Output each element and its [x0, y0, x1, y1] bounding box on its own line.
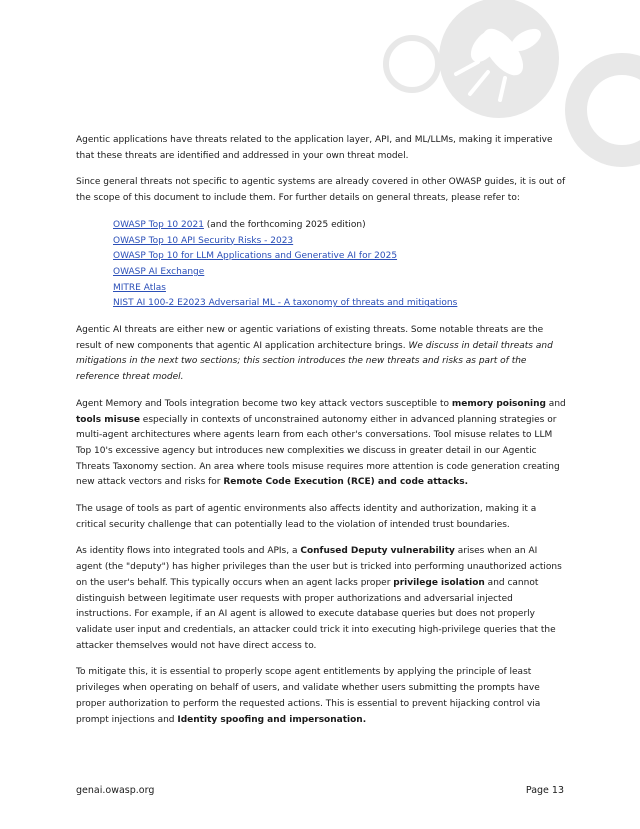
paragraph-confused-deputy	[76, 544, 566, 654]
bold-term: Remote Code Execution (RCE) and code attacks.	[223, 477, 469, 488]
reference-item	[113, 265, 566, 281]
reference-link[interactable]: OWASP Top 10 for LLM Applications and Generative AI for 2025	[113, 251, 398, 262]
text-span: and	[545, 398, 566, 409]
reference-item	[113, 281, 566, 297]
reference-item	[113, 234, 566, 250]
paragraph-identity: The usage of tools as part of agentic environments also affects identity and authorization, making it a critical security challenge that can potentially lead to the violation of intended trust boundaries.	[76, 504, 537, 530]
text-span: and cannot distinguish between legitimate user requests with proper authorizations and adversarial injected instructions. For example, if an AI agent is allowed to execute database queries but does not properly validate user input and credentials, an attacker could trick it into executing high-privilege queries that the attacker themselves would not have direct access to.	[76, 577, 556, 651]
text-span: Agentic AI threats are either new or agentic variations of existing threats. Some notable threats are the result of new components that agentic AI application architecture brings.	[76, 325, 544, 351]
bold-term: memory poisoning	[451, 398, 546, 409]
reference-link[interactable]: NIST AI 100-2 E2023 Adversarial ML - A taxonomy of threats and mitigations	[113, 298, 458, 309]
reference-link[interactable]: OWASP AI Exchange	[113, 266, 205, 277]
text-span: arises when an AI agent (the "deputy") has higher privileges than the user but is tricked into performing unauthorized actions on the user's behalf. This typically occurs when an agent lacks proper	[76, 546, 562, 588]
text-span: To mitigate this, it is essential to properly scope agent entitlements by applying the principle of least privileges when operating on behalf of users, and validate whether users submitting the prompts have proper authorization to perform the requested actions. This is essential to prevent hijacking control via prompt injections and	[76, 667, 541, 725]
reference-link[interactable]: OWASP Top 10 API Security Risks - 2023	[113, 235, 294, 246]
reference-item	[113, 249, 566, 265]
paragraph-scope: Since general threats not specific to agentic systems are already covered in other OWASP guides, it is out of the scope of this document to include them. For further details on general threats, please refer to:	[76, 177, 566, 204]
bold-term: Confused Deputy vulnerability	[300, 546, 455, 557]
reference-item	[113, 296, 566, 312]
italic-note: We discuss in detail threats and mitigations in the next two sections; this section introduces the new threats and risks as part of the reference threat model.	[76, 340, 553, 383]
text-span: Agent Memory and Tools integration become two key attack vectors susceptible to	[76, 398, 452, 409]
reference-link[interactable]: OWASP Top 10 2021	[113, 219, 204, 230]
paragraph-mitigation	[76, 665, 566, 728]
paragraph-memory-tools	[76, 397, 566, 491]
reference-item	[113, 218, 566, 234]
bold-term: privilege isolation	[393, 577, 485, 588]
bold-term: Identity spoofing and impersonation.	[177, 714, 367, 725]
text-span: As identity flows into integrated tools and APIs, a	[76, 546, 301, 557]
page-body	[76, 133, 566, 739]
paragraph-agentic-threats	[76, 323, 566, 386]
footer-site-url[interactable]: genai.owasp.org	[76, 785, 155, 796]
reference-note: (and the forthcoming 2025 edition)	[203, 219, 366, 230]
paragraph-intro: Agentic applications have threats related to the application layer, API, and ML/LLMs, making it imperative that these threats are identified and addressed in your own threat model.	[76, 135, 553, 161]
footer-page-number: Page 13	[525, 785, 564, 796]
reference-link[interactable]: MITRE Atlas	[113, 282, 166, 293]
reference-list	[76, 218, 566, 312]
text-span: especially in contexts of unconstrained autonomy either in advanced planning strategies or multi-agent architectures where agents learn from each other's conversations. Tool misuse relates to LLM Top 10's excessive agency but introduces new complexities we discuss in greater detail in our Agentic Threats Taxonomy section. An area where tools misuse requires more attention is code generation creating new attack vectors and risks for	[76, 414, 560, 488]
bold-term: tools misuse	[76, 414, 140, 425]
